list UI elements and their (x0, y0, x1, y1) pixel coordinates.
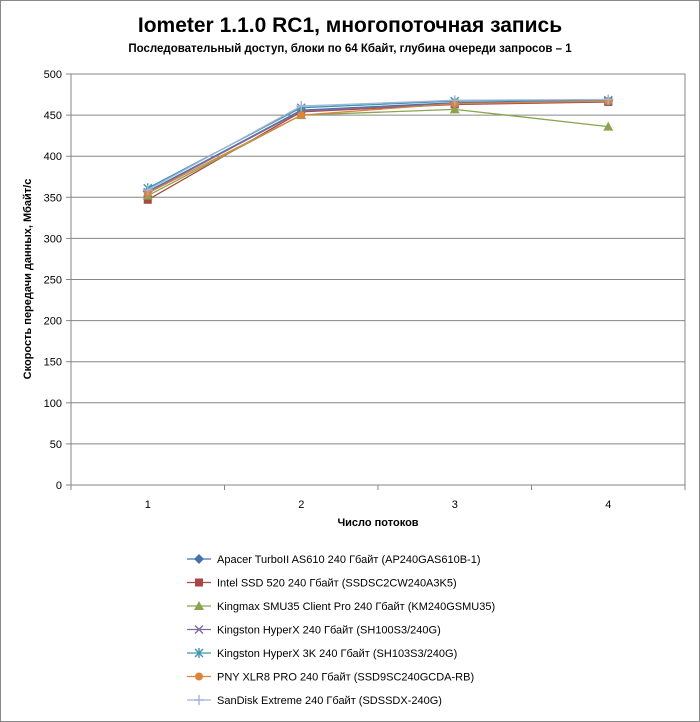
legend-label: Kingston HyperX 240 Гбайт (SH100S3/240G) (217, 624, 441, 637)
y-tick-label: 50 (49, 438, 62, 451)
legend-item (187, 625, 441, 637)
x-tick-label: 3 (451, 499, 458, 511)
y-axis-ticks (44, 69, 71, 492)
legend-item (187, 554, 481, 566)
legend-item (187, 648, 457, 660)
y-axis-label: Скорость передачи данных, Мбайт/с (22, 178, 34, 380)
y-tick-label: 150 (43, 356, 62, 369)
x-axis-ticks (71, 485, 685, 511)
x-tick-label: 4 (605, 499, 612, 511)
legend-item (187, 695, 442, 707)
y-tick-label: 250 (43, 274, 62, 287)
legend-item (187, 672, 474, 684)
legend-label: Intel SSD 520 240 Гбайт (SSDSC2CW240A3K5) (217, 577, 457, 590)
legend-label: Kingmax SMU35 Client Pro 240 Гбайт (KM240GSMU35) (217, 601, 496, 613)
y-tick-label: 400 (43, 151, 62, 164)
y-tick-label: 300 (43, 233, 62, 246)
x-axis-label: Число потоков (337, 517, 419, 529)
y-tick-label: 450 (43, 110, 62, 123)
legend-label: Apacer TurboII AS610 240 Гбайт (AP240GAS610B-1) (217, 554, 481, 566)
series-line (148, 102, 609, 200)
legend-item (187, 601, 495, 613)
y-tick-label: 100 (43, 397, 62, 410)
x-tick-label: 1 (144, 499, 151, 511)
series-lines (143, 94, 614, 203)
legend-label: PNY XLR8 PRO 240 Гбайт (SSD9SC240GCDA-RB) (217, 671, 475, 684)
y-tick-label: 500 (43, 69, 62, 81)
y-tick-label: 0 (55, 480, 62, 492)
series-line (148, 100, 609, 188)
legend-label: SanDisk Extreme 240 Гбайт (SDSSDX-240G) (217, 695, 442, 707)
y-tick-label: 350 (43, 192, 62, 205)
line-chart (1, 1, 699, 721)
chart-title: Iometer 1.1.0 RC1, многопоточная запись (137, 14, 563, 37)
legend-item (187, 578, 457, 590)
x-tick-label: 2 (298, 499, 305, 511)
legend-label: Kingston HyperX 3K 240 Гбайт (SH103S3/240G) (217, 648, 458, 660)
series-line (148, 99, 609, 189)
legend-marker (195, 579, 203, 587)
chart-subtitle: Последовательный доступ, блоки по 64 Кбайт, глубина очереди запросов – 1 (128, 43, 572, 55)
gridlines (71, 115, 685, 444)
data-point (297, 111, 305, 119)
y-tick-label: 200 (43, 315, 62, 328)
legend-marker (195, 673, 203, 681)
